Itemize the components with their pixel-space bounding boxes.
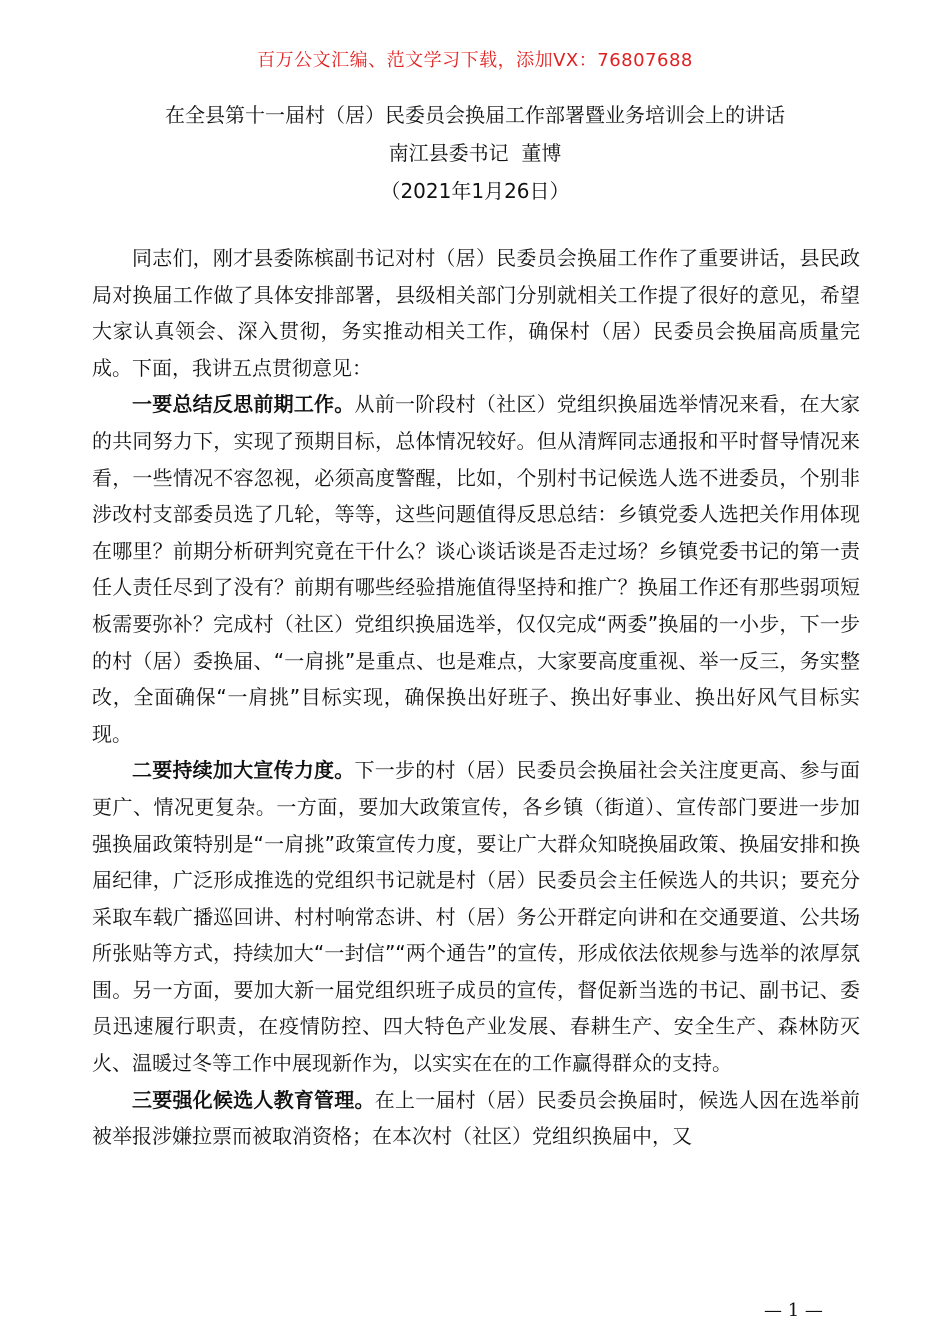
- paragraph-text: 同志们，刚才县委陈槟副书记对村（居）民委员会换届工作作了重要讲话，县民政局对换届工作做了具体安排部署，县级相关部门分别就相关工作提了很好的意见，希望大家认真领会、深入贯彻，务实推动相关工作，确保村（居）民委员会换届高质量完成。下面，我讲五点贯彻意见：: [92, 246, 860, 380]
- paragraph: [92, 1082, 860, 1155]
- speech-header: [0, 96, 950, 210]
- paragraph-text: 在上一届村（居）民委员会换届时，候选人因在选举前被举报涉嫌拉票而被取消资格；在本次村（社区）党组织换届中，又: [92, 1087, 861, 1149]
- paragraph-lead: 二要持续加大宣传力度。: [132, 758, 355, 783]
- speech-title: 在全县第十一届村（居）民委员会换届工作部署暨业务培训会上的讲话: [165, 103, 785, 127]
- paragraph: [92, 240, 860, 386]
- paragraph-text: 从前一阶段村（社区）党组织换届选举情况来看，在大家的共同努力下，实现了预期目标，总体情况较好。但从清辉同志通报和平时督导情况来看，一些情况不容忽视，必须高度警醒，比如，个别村书记候选人选不进委员，个别非涉改村支部委员选了几轮，等等，这些问题值得反思总结：乡镇党委人选把关作用体现在哪里？前期分析研判究竟在干什么？谈心谈话谈是否走过场？乡镇党委书记的第一责任人责任尽到了没有？前期有哪些经验措施值得坚持和推广？换届工作还有那些弱项短板需要弥补？完成村（社区）党组织换届选举，仅仅完成“两委”换届的一小步，下一步的村（居）委换届、“一肩挑”是重点、也是难点，大家要高度重视、举一反三，务实整改，全面确保“一肩挑”目标实现，确保换出好班子、换出好事业、换出好风气目标实现。: [92, 392, 861, 746]
- paragraph: [92, 386, 860, 752]
- speech-author: 南江县委书记 董博: [388, 141, 562, 165]
- paragraph-lead: 一要总结反思前期工作。: [132, 392, 355, 417]
- page-number: — 1 —: [764, 1300, 823, 1321]
- speech-body: [92, 240, 860, 1155]
- paragraph-lead: 三要强化候选人教育管理。: [132, 1087, 375, 1112]
- watermark-banner: 百万公文汇编、范文学习下载，添加VX：76807688: [257, 50, 693, 71]
- paragraph-text: 下一步的村（居）民委员会换届社会关注度更高、参与面更广、情况更复杂。一方面，要加大政策宣传，各乡镇（街道）、宣传部门要进一步加强换届政策特别是“一肩挑”政策宣传力度，要让广大群众知晓换届政策、换届安排和换届纪律，广泛形成推选的党组织书记就是村（居）民委员会主任候选人的共识；要充分采取车载广播巡回讲、村村响常态讲、村（居）务公开群定向讲和在交通要道、公共场所张贴等方式，持续加大“一封信”“两个通告”的宣传，形成依法依规参与选举的浓厚氛围。另一方面，要加大新一届党组织班子成员的宣传，督促新当选的书记、副书记、委员迅速履行职责，在疫情防控、四大特色产业发展、春耕生产、安全生产、森林防灭火、温暖过冬等工作中展现新作为，以实实在在的工作赢得群众的支持。: [92, 758, 861, 1076]
- speech-date: （2021年1月26日）: [380, 179, 570, 203]
- paragraph: [92, 752, 860, 1081]
